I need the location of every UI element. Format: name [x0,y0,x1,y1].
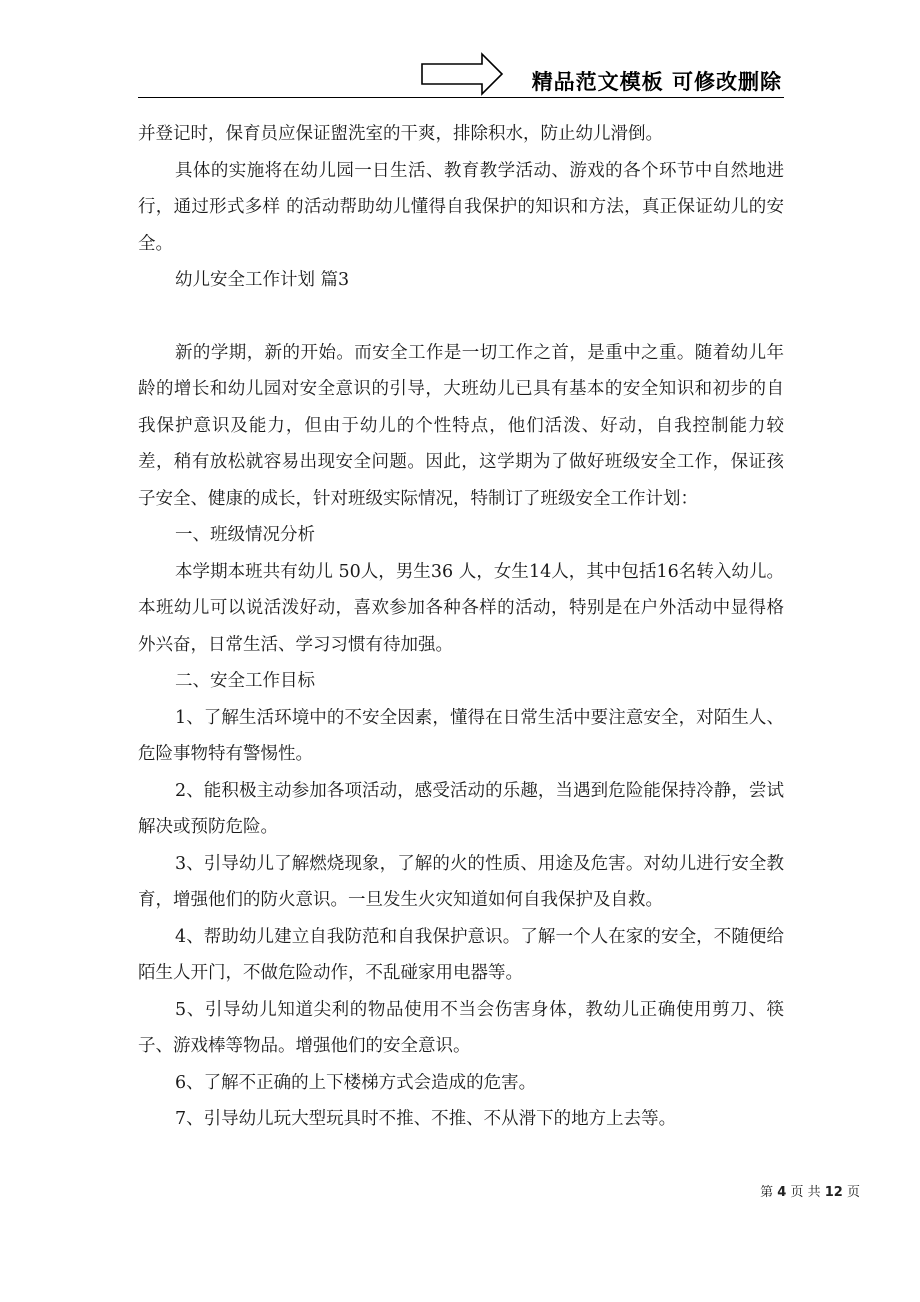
heading-class-analysis: 一、班级情况分析 [175,525,315,545]
header-rule [138,97,784,98]
paragraph-implementation: 具体的实施将在幼儿园一日生活、教育教学活动、游戏的各个环节中自然地进行，通过形式多样 的活动帮助幼儿懂得自我保护的知识和方法，真正保证幼儿的安全。 [138,160,784,254]
footer-total-pages: 12 [824,1185,843,1200]
header-title: 精品范文模板 可修改删除 [531,70,782,94]
footer-suffix: 页 [846,1185,860,1200]
goal-item-6: 6、了解不正确的上下楼梯方式会造成的危害。 [175,1072,537,1093]
goal-item-7: 7、引导幼儿玩大型玩具时不推、不推、不从滑下的地方上去等。 [175,1109,677,1129]
goal-item-3: 3、引导幼儿了解燃烧现象，了解的火的性质、用途及危害。对幼儿进行安全教育，增强他们的防火意识。一旦发生火灾知道如何自我保护及自救。 [138,853,784,910]
footer-middle: 页 共 [790,1185,821,1200]
goal-item-5: 5、引导幼儿知道尖利的物品使用不当会伤害身体，教幼儿正确使用剪刀、筷子、游戏棒等物品。增强他们的安全意识。 [138,999,784,1056]
section-heading-part3: 幼儿安全工作计划 篇3 [175,270,350,290]
page-header [138,50,784,98]
paragraph-continuation: 并登记时，保育员应保证盥洗室的干爽，排除积水，防止幼儿滑倒。 [138,124,663,144]
paragraph-class-analysis: 本学期本班共有幼儿 50人，男生36 人，女生14人，其中包括16名转入幼儿。本班幼儿可以说活泼好动，喜欢参加各种各样的活动，特别是在户外活动中显得格外兴奋，日常生活、学习习惯有待加强。 [138,561,784,655]
footer-current-page: 4 [777,1185,787,1200]
heading-safety-goals: 二、安全工作目标 [175,671,315,691]
goal-item-4: 4、帮助幼儿建立自我防范和自我保护意识。了解一个人在家的安全，不随便给陌生人开门，不做危险动作，不乱碰家用电器等。 [138,926,784,983]
page-number-footer [760,1181,860,1200]
paragraph-intro: 新的学期，新的开始。而安全工作是一切工作之首，是重中之重。随着幼儿年龄的增长和幼儿园对安全意识的引导，大班幼儿已具有基本的安全知识和初步的自我保护意识及能力，但由于幼儿的个性特点，他们活泼、好动，自我控制能力较差，稍有放松就容易出现安全问题。因此，这学期为了做好班级安全工作，保证孩子安全、健康的成长，针对班级实际情况，特制订了班级安全工作计划： [138,342,784,509]
document-body [138,116,784,1138]
goal-item-2: 2、能积极主动参加各项活动，感受活动的乐趣，当遇到危险能保持冷静，尝试解决或预防危险。 [138,780,784,837]
right-arrow-outline-icon [420,52,504,96]
goal-item-1: 1、了解生活环境中的不安全因素，懂得在日常生活中要注意安全，对陌生人、危险事物特有警惕性。 [138,707,784,764]
footer-prefix: 第 [760,1185,774,1200]
